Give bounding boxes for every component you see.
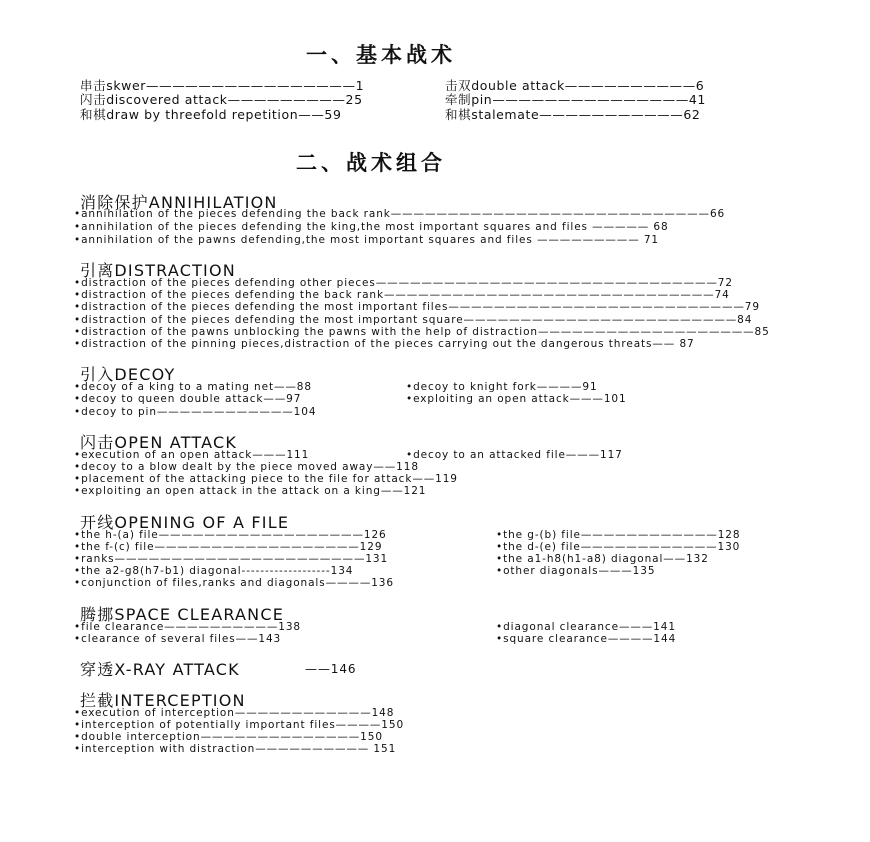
toc-entry[interactable]: 牵制pin———————————————41 (445, 92, 706, 107)
toc-entry[interactable]: •annihilation of the pieces defending the king,the most important squares and files ————— 68 (74, 221, 669, 233)
toc-entry[interactable]: 和棋stalemate———————————62 (445, 107, 701, 122)
section-title-annihilation: 消除保护ANNIHILATION (80, 193, 278, 212)
toc-entry[interactable]: •the a2-g8(h7-b1) diagonal-------------------134 (74, 565, 354, 577)
toc-entry[interactable]: •annihilation of the pawns defending,the most important squares and files ————————— 71 (74, 234, 660, 246)
part1-heading: 一、基本战术 (306, 43, 456, 67)
toc-entry[interactable]: •the d-(e) file————————————130 (496, 541, 741, 553)
toc-entry[interactable]: •distraction of the pieces defending the most important files——————————————————————————79 (74, 301, 760, 313)
part2-heading: 二、战术组合 (296, 151, 446, 175)
section-title-distraction: 引离DISTRACTION (80, 261, 236, 280)
toc-entry[interactable]: •file clearance——————————138 (74, 621, 301, 633)
toc-entry[interactable]: •placement of the attacking piece to the file for attack——119 (74, 473, 458, 485)
toc-entry[interactable]: •interception of potentially important files————150 (74, 719, 405, 731)
toc-entry[interactable]: •other diagonals———135 (496, 565, 656, 577)
toc-entry[interactable]: •square clearance————144 (496, 633, 677, 645)
section-title-space-clearance: 腾挪SPACE CLEARANCE (80, 605, 285, 624)
toc-entry[interactable]: 击双double attack——————————6 (445, 78, 705, 93)
toc-entry[interactable]: •decoy of a king to a mating net——88 (74, 381, 312, 393)
toc-entry[interactable]: 串击skwer————————————————1 (80, 78, 365, 93)
toc-entry[interactable]: •double interception——————————————150 (74, 731, 383, 743)
toc-entry[interactable]: •clearance of several files——143 (74, 633, 282, 645)
toc-entry[interactable]: 和棋draw by threefold repetition——59 (80, 107, 342, 122)
xray-page-ref[interactable]: ——146 (305, 662, 357, 676)
toc-entry[interactable]: •decoy to an attacked file———117 (406, 449, 623, 461)
toc-entry[interactable]: 闪击discovered attack—————————25 (80, 92, 363, 107)
toc-entry[interactable]: •distraction of the pieces defending other pieces——————————————————————————————72 (74, 277, 733, 289)
toc-entry[interactable]: •execution of an open attack———111 (74, 449, 310, 461)
section-title-decoy: 引入DECOY (80, 365, 176, 384)
toc-entry[interactable]: •the a1-h8(h1-a8) diagonal——132 (496, 553, 709, 565)
toc-entry[interactable]: •distraction of the pinning pieces,distraction of the pieces carrying out the dangerous threats—— 87 (74, 338, 695, 350)
toc-entry[interactable]: •distraction of the pieces defending the back rank—————————————————————————————74 (74, 289, 730, 301)
toc-entry[interactable]: •conjunction of files,ranks and diagonals————136 (74, 577, 394, 589)
toc-entry[interactable]: •annihilation of the pieces defending the back rank————————————————————————————66 (74, 208, 726, 220)
toc-entry[interactable]: •distraction of the pieces defending the most important square————————————————————————84 (74, 314, 753, 326)
toc-entry[interactable]: •decoy to pin————————————104 (74, 406, 317, 418)
section-title-xray: 穿透X-RAY ATTACK (80, 660, 240, 679)
toc-entry[interactable]: •exploiting an open attack in the attack on a king——121 (74, 485, 427, 497)
section-title-opening-file: 开线OPENING OF A FILE (80, 513, 290, 532)
toc-entry[interactable]: •distraction of the pawns unblocking the pawns with the help of distraction———————————————————85 (74, 326, 770, 338)
toc-entry[interactable]: •the f-(c) file——————————————————129 (74, 541, 383, 553)
toc-entry[interactable]: •decoy to a blow dealt by the piece moved away——118 (74, 461, 419, 473)
toc-entry[interactable]: •ranks——————————————————————131 (74, 553, 389, 565)
toc-entry[interactable]: •exploiting an open attack———101 (406, 393, 627, 405)
toc-entry[interactable]: •decoy to queen double attack——97 (74, 393, 302, 405)
section-title-open-attack: 闪击OPEN ATTACK (80, 433, 238, 452)
toc-entry[interactable]: •interception with distraction—————————— 151 (74, 743, 397, 755)
section-title-interception: 拦截INTERCEPTION (80, 691, 246, 710)
toc-entry[interactable]: •execution of interception————————————148 (74, 707, 395, 719)
toc-entry[interactable]: •diagonal clearance———141 (496, 621, 676, 633)
toc-entry[interactable]: •decoy to knight fork————91 (406, 381, 598, 393)
toc-entry[interactable]: •the h-(a) file——————————————————126 (74, 529, 387, 541)
toc-entry[interactable]: •the g-(b) file————————————128 (496, 529, 741, 541)
